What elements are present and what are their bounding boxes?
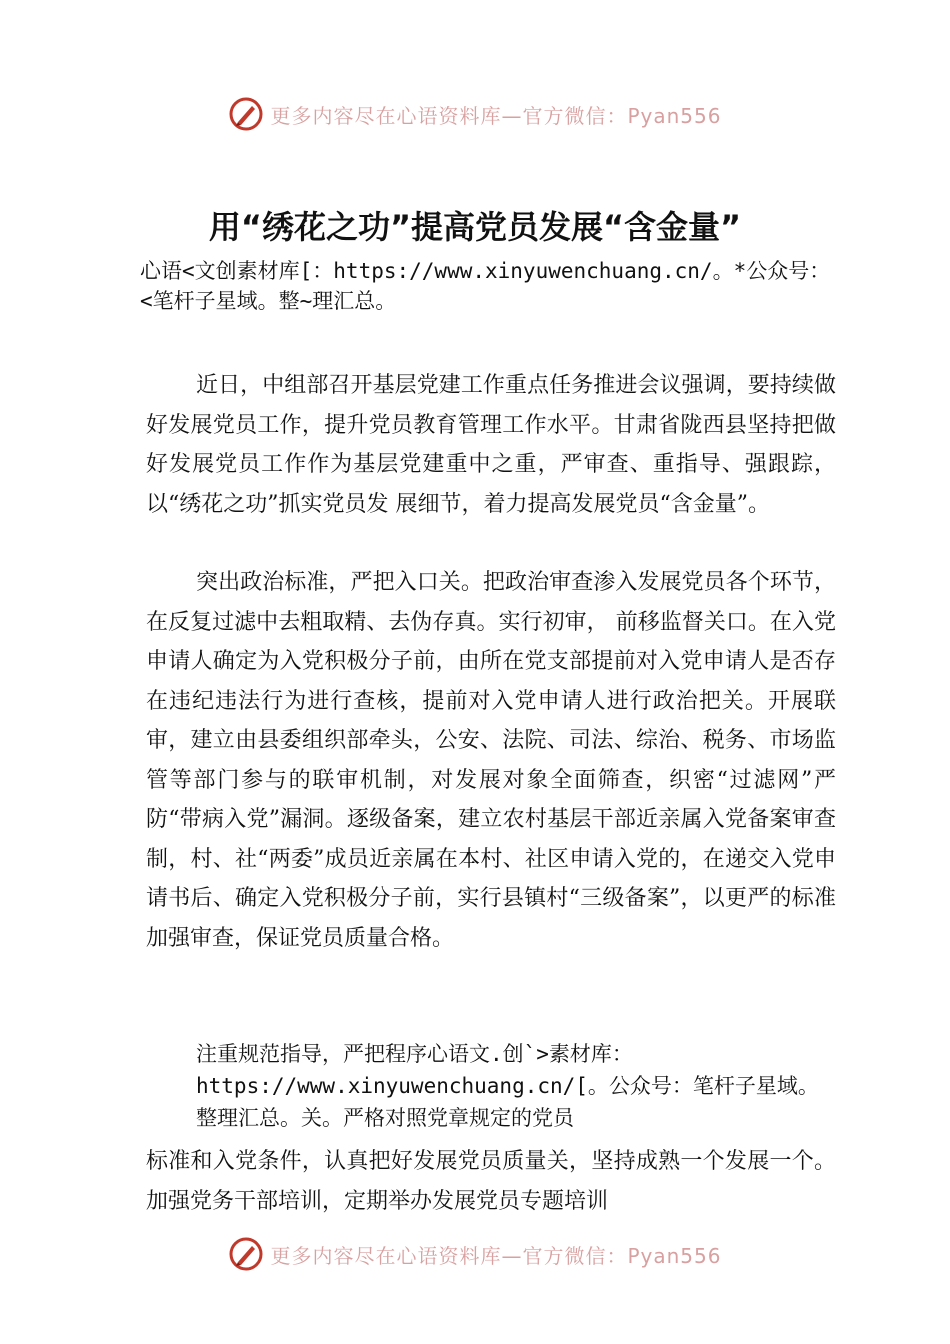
footer-banner: [0, 1232, 950, 1276]
banner-text: 更多内容尽在心语资料库—官方微信：Pyan556: [270, 1243, 722, 1268]
pen-logo-icon: [228, 1236, 264, 1272]
source-line: 心语<文创素材库[：https://www.xinyuwenchuang.cn/。*公众号：<笔杆子星域。整~理汇总。: [140, 259, 831, 313]
pen-logo-icon: [228, 96, 264, 132]
banner-text: 更多内容尽在心语资料库—官方微信：Pyan556: [270, 103, 722, 128]
inline-source-note: 注重规范指导，严把程序心语文.创`>素材库：https://www.xinyuwenchuang.cn/[。公众号：笔杆子星域。整理汇总。关。严格对照党章规定的党员: [196, 1042, 819, 1130]
body-paragraph-3: 标准和入党条件，认真把好发展党员质量关，坚持成熟一个发展一个。加强党务干部培训，定期举办发展党员专题培训: [146, 1149, 836, 1214]
body-paragraph-2: 突出政治标准，严把入口关。把政治审查渗入发展党员各个环节，在反复过滤中去粗取精、去伪存真。实行初审， 前移监督关口。在入党申请人确定为入党积极分子前，由所在党支部提前对入党申请人是否存在违纪违法行为进行查核，提前对入党申请人进行政治把关。开展联审，建立由县委组织部牵头，公安、法院、司法、综治、税务、市场监管等部门参与的联审机制，对发展对象全面筛查，织密“过滤网”严防“带病入党”漏洞。逐级备案，建立农村基层干部近亲属入党备案审查制，村、社“两委”成员近亲属在本村、社区申请入党的，在递交入党申请书后、确定入党积极分子前，实行县镇村“三级备案”，以更严的标准加强审查，保证党员质量合格。: [146, 570, 836, 951]
document-title: 用“绣花之功”提高党员发展“含金量”: [208, 208, 742, 246]
header-banner: [0, 92, 950, 136]
body-paragraph-1: 近日，中组部召开基层党建工作重点任务推进会议强调，要持续做好发展党员工作，提升党员教育管理工作水平。甘肃省陇西县坚持把做好发展党员工作作为基层党建重中之重，严审查、重指导、强跟踪，以“绣花之功”抓实党员发 展细节，着力提高发展党员“含金量”。: [146, 373, 836, 517]
